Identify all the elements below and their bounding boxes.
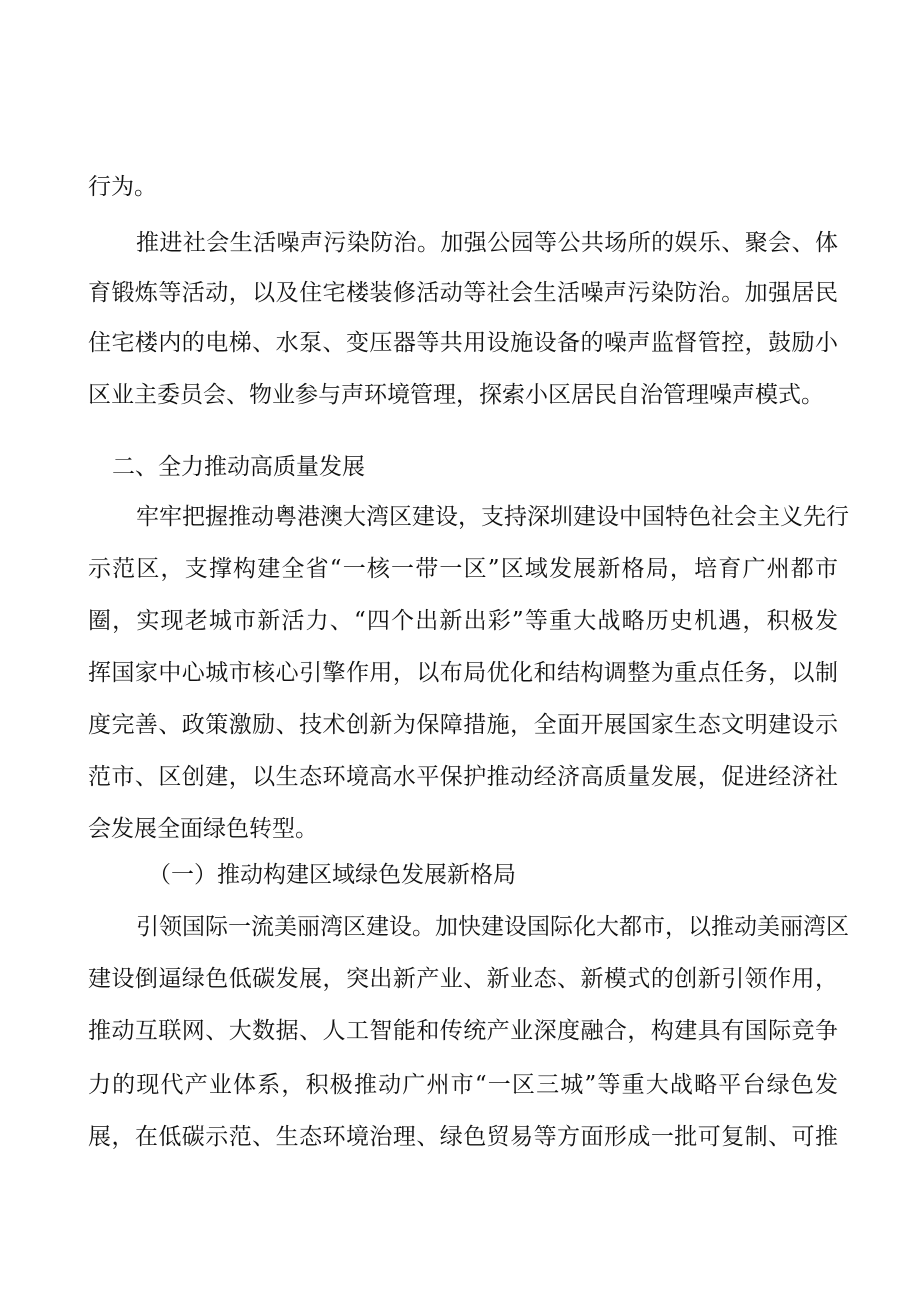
paragraph-line: 引领国际一流美丽湾区建设。加快建设国际化大都市，以推动美丽湾区 — [136, 914, 849, 940]
paragraph-line: 牢牢把握推动粤港澳大湾区建设，支持深圳建设中国特色社会主义先行 — [136, 504, 849, 530]
paragraph-line: 圈，实现老城市新活力、“四个出新出彩”等重大战略历史机遇，积极发 — [88, 608, 838, 634]
paragraph-line: 示范区，支撑构建全省“一核一带一区”区域发展新格局，培育广州都市 — [88, 556, 838, 582]
paragraph-line: 推动互联网、大数据、人工智能和传统产业深度融合，构建具有国际竞争 — [88, 1018, 838, 1044]
paragraph-line: 区业主委员会、物业参与声环境管理，探索小区居民自治管理噪声模式。 — [88, 382, 824, 408]
paragraph-line: 力的现代产业体系，积极推动广州市“一区三城”等重大战略平台绿色发 — [88, 1072, 838, 1098]
paragraph-line: 范市、区创建，以生态环境高水平保护推动经济高质量发展，促进经济社 — [88, 764, 838, 790]
paragraph-line: 挥国家中心城市核心引擎作用，以布局优化和结构调整为重点任务，以制 — [88, 660, 838, 686]
paragraph-line: 会发展全面绿色转型。 — [88, 816, 318, 842]
paragraph-line: 建设倒逼绿色低碳发展，突出新产业、新业态、新模式的创新引领作用， — [88, 966, 838, 992]
paragraph-line: 推进社会生活噪声污染防治。加强公园等公共场所的娱乐、聚会、体 — [136, 230, 838, 256]
section-heading: 二、全力推动高质量发展 — [112, 454, 365, 480]
paragraph-line: 展，在低碳示范、生态环境治理、绿色贸易等方面形成一批可复制、可推 — [88, 1124, 838, 1150]
paragraph-line: 度完善、政策激励、技术创新为保障措施，全面开展国家生态文明建设示 — [88, 712, 838, 738]
paragraph-line: 育锻炼等活动，以及住宅楼装修活动等社会生活噪声污染防治。加强居民 — [88, 280, 838, 306]
paragraph-continuation-line: 行为。 — [88, 174, 157, 200]
paragraph-line: 住宅楼内的电梯、水泵、变压器等共用设施设备的噪声监督管控，鼓励小 — [88, 330, 838, 356]
subsection-heading: （一）推动构建区域绿色发展新格局 — [148, 862, 516, 888]
